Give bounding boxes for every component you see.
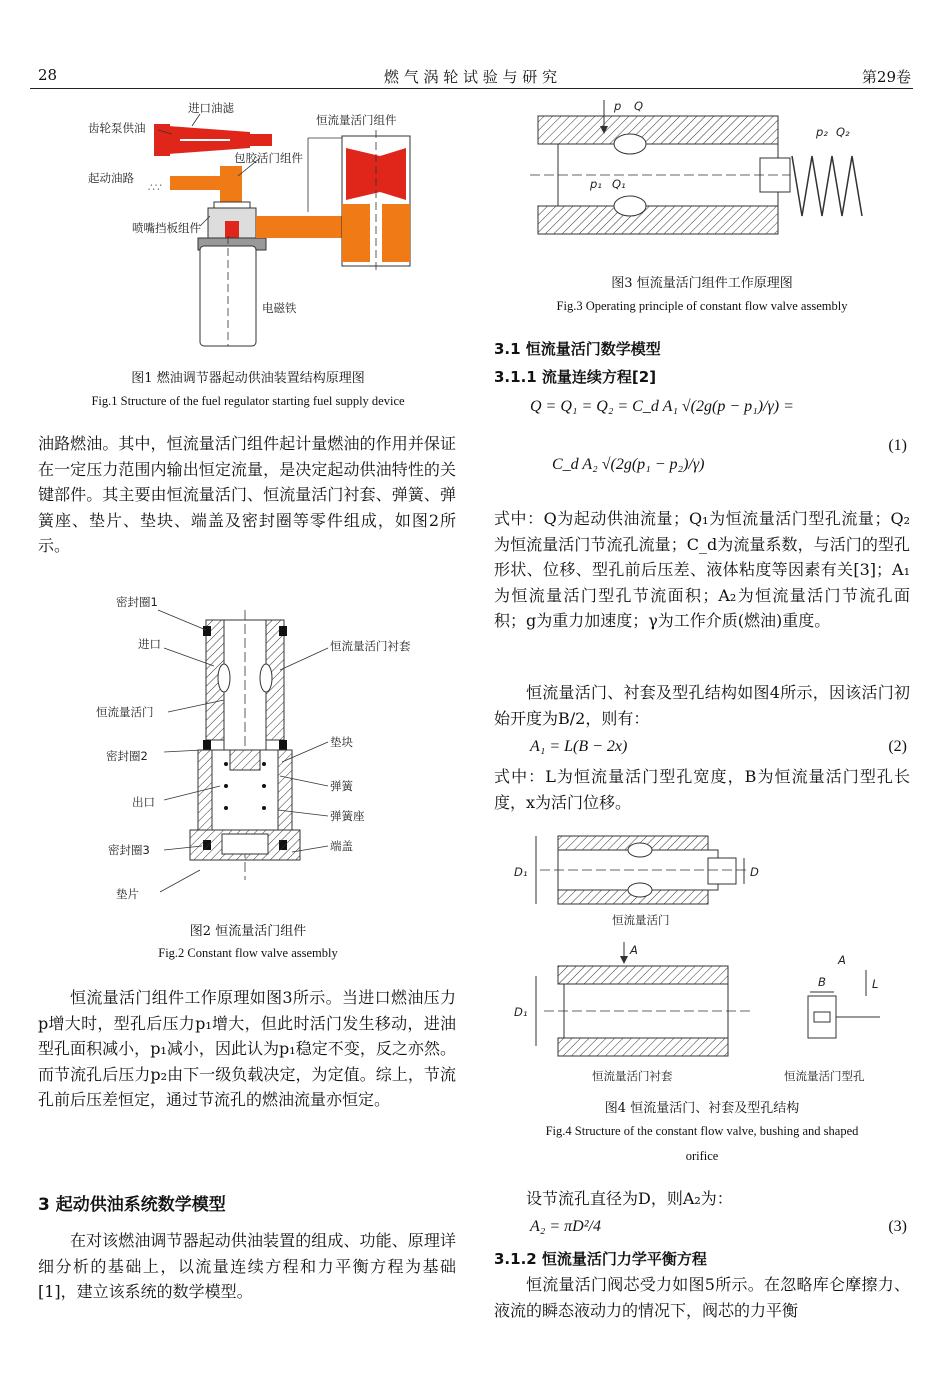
fig1-label-start-oil: 起动油路	[88, 171, 134, 185]
fig4-label-d1-bushing: D₁	[514, 1005, 528, 1019]
fig2-label-bushing: 恒流量活门衬套	[330, 639, 411, 653]
equation-2-number: (2)	[888, 738, 907, 755]
fig2-label-block: 垫块	[330, 735, 353, 749]
fig4-label-l: L	[872, 977, 879, 991]
fig1-label-nozzle: 喷嘴挡板组件	[132, 221, 201, 235]
equation-1-line-1: Q = Q₁ = Q₂ = C_d A₁ √(2g(p − p₁)/γ) =	[530, 398, 794, 415]
fig4-label-a: A	[630, 943, 638, 957]
section-3-paragraph: 在对该燃油调节器起动供油装置的组成、功能、原理详细分析的基础上，以流量连续方程和力平衡方程为基础[1]，建立该系统的数学模型。	[38, 1231, 456, 1301]
fig4-caption-en-1: Fig.4 Structure of the constant flow valve, bushing and shaped	[545, 1124, 859, 1138]
right-paragraph-1: 式中：Q为起动供油流量；Q₁为恒流量活门型孔流量；Q₂为恒流量活门节流孔流量；C_d为流量系数，与活门的型孔形状、位移、型孔前后压差、液体粘度等因素有关[3]；A₁为恒流量活门型孔节流面积；A₂为恒流量活门节流孔面积；g为重力加速度；γ为工作介质(燃油)重度。	[494, 509, 910, 630]
fig2-label-spring: 弹簧	[330, 779, 353, 793]
fig2-label-gasket: 垫片	[116, 887, 139, 901]
fig2-label-spring-seat: 弹簧座	[330, 809, 365, 823]
fig3-label-q: Q	[634, 99, 644, 113]
fig3-label-p2: p₂	[816, 125, 828, 139]
fig3-label-q2: Q₂	[836, 125, 850, 139]
fig4-label-d1-valve: D₁	[514, 865, 528, 879]
header-rule	[30, 88, 913, 89]
fig1-label-gear-pump: 齿轮泵供油	[88, 121, 146, 135]
svg-text:∴∵: ∴∵	[148, 181, 162, 194]
fig2-label-seal2: 密封圈2	[106, 749, 148, 763]
right-paragraph-2: 恒流量活门、衬套及型孔结构如图4所示，因该活门初始开度为B/2，则有：	[494, 683, 910, 728]
fig4-label-a-orifice: A	[838, 953, 846, 967]
section-3-1-1-heading: 3.1.1 流量连续方程[2]	[494, 368, 657, 386]
volume-label: 第29卷	[861, 68, 911, 86]
page-number: 28	[38, 66, 58, 84]
fig2-caption-en: Fig.2 Constant flow valve assembly	[158, 946, 338, 960]
fig2-label-seal3: 密封圈3	[108, 843, 150, 857]
fig4-caption-en-2: orifice	[685, 1149, 719, 1163]
fig2-label-outlet: 出口	[132, 795, 155, 809]
fig1-label-rubber-valve: 包胶活门组件	[234, 151, 303, 165]
fig2-label-valve: 恒流量活门	[96, 705, 154, 719]
left-paragraph-1: 油路燃油。其中，恒流量活门组件起计量燃油的作用并保证在一定压力范围内输出恒定流量，是决定起动供油特性的关键部件。其主要由恒流量活门、恒流量活门衬套、弹簧、弹簧座、垫片、垫块、端盖及密封圈等零件组成，如图2所示。	[38, 434, 456, 555]
journal-title: 燃 气 涡 轮 试 验 与 研 究	[383, 68, 558, 86]
section-3-1-heading: 3.1 恒流量活门数学模型	[494, 340, 661, 358]
fig3-caption-zh: 图3 恒流量活门组件工作原理图	[611, 276, 793, 291]
equation-3-number: (3)	[888, 1218, 907, 1235]
figure-1	[80, 96, 450, 356]
fig1-label-inlet-filter: 进口油滤	[188, 101, 234, 115]
fig4-caption-zh: 图4 恒流量活门、衬套及型孔结构	[604, 1101, 800, 1116]
fig4-label-valve: 恒流量活门	[612, 913, 670, 927]
equation-3: A₂ = πD²/4	[530, 1218, 601, 1235]
left-paragraph-2: 恒流量活门组件工作原理如图3所示。当进口燃油压力p增大时，型孔后压力p₁增大，但此时活门发生移动，进油型孔面积减小，p₁减小，因此认为p₁稳定不变，反之亦然。而节流孔后压力p₂由下一级负载决定，为定值。综上，节流孔前后压差恒定，通过节流孔的燃油流量亦恒定。	[38, 988, 456, 1109]
equation-1-number: (1)	[888, 437, 907, 454]
fig2-label-seal1: 密封圈1	[116, 595, 158, 609]
fig3-caption-en: Fig.3 Operating principle of constant flow valve assembly	[556, 299, 848, 313]
fig2-label-end-cap: 端盖	[330, 839, 353, 853]
fig1-label-cfv: 恒流量活门组件	[316, 113, 397, 127]
figure-4	[500, 830, 910, 1090]
fig3-label-p: p	[614, 99, 622, 113]
fig2-caption-zh: 图2 恒流量活门组件	[189, 924, 307, 939]
section-3-1-2-heading: 3.1.2 恒流量活门力学平衡方程	[494, 1250, 707, 1268]
figure-3	[530, 96, 900, 261]
right-paragraph-4: 设节流孔直径为D，则A₂为：	[526, 1189, 733, 1208]
fig1-caption-en: Fig.1 Structure of the fuel regulator starting fuel supply device	[91, 394, 405, 408]
figure-2	[90, 590, 460, 910]
fig3-label-p1: p₁	[590, 177, 602, 191]
fig3-label-q1: Q₁	[612, 177, 626, 191]
fig1-label-solenoid: 电磁铁	[262, 301, 297, 315]
fig1-caption-zh: 图1 燃油调节器起动供油装置结构原理图	[131, 371, 365, 386]
fig4-label-b: B	[818, 975, 826, 989]
fig4-label-orifice: 恒流量活门型孔	[784, 1069, 865, 1083]
equation-2: A₁ = L(B − 2x)	[530, 738, 628, 755]
fig4-label-d: D	[750, 865, 759, 879]
fig4-label-bushing: 恒流量活门衬套	[592, 1069, 673, 1083]
fig2-label-inlet: 进口	[138, 637, 161, 651]
right-paragraph-5: 恒流量活门阀芯受力如图5所示。在忽略库仑摩擦力、液流的瞬态液动力的情况下，阀芯的力平衡	[494, 1275, 910, 1320]
right-paragraph-3: 式中：L为恒流量活门型孔宽度，B为恒流量活门型孔长度，x为活门位移。	[494, 767, 910, 812]
equation-1-line-2: C_d A₂ √(2g(p₁ − p₂)/γ)	[552, 456, 705, 473]
section-3-heading: 3 起动供油系统数学模型	[38, 1195, 226, 1215]
